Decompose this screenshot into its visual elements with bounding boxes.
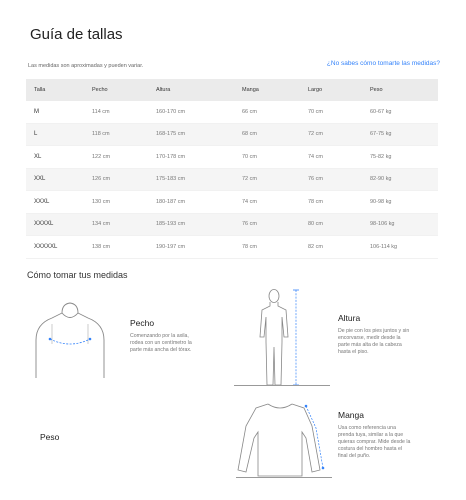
- table-cell: M: [26, 101, 84, 123]
- measure-help-link[interactable]: ¿No sabes cómo tomarte las medidas?: [326, 60, 440, 67]
- table-cell: 74 cm: [300, 146, 362, 169]
- table-cell: XL: [26, 146, 84, 169]
- how-to-measure-title: Cómo tomar tus medidas: [27, 270, 128, 280]
- table-row: [26, 191, 438, 214]
- table-row: [26, 236, 438, 259]
- chest-line: Comenzando por la axila,: [130, 333, 189, 339]
- sleeve-line: quieras comprar. Mide desde la: [338, 439, 411, 445]
- height-description: [338, 328, 448, 356]
- table-cell: 175-183 cm: [148, 168, 234, 191]
- figure-divider: [236, 477, 332, 478]
- sleeve-line: final del puño.: [338, 453, 371, 459]
- chest-measure-illustration: [22, 300, 118, 378]
- table-cell: 76 cm: [234, 213, 300, 236]
- weight-title: Peso: [40, 432, 60, 442]
- sleeve-line: prenda tuya, similar a la que: [338, 432, 404, 438]
- table-cell: 122 cm: [84, 146, 148, 169]
- table-cell: 114 cm: [84, 101, 148, 123]
- table-cell: 78 cm: [300, 191, 362, 214]
- sleeve-title: Manga: [338, 410, 364, 420]
- col-header: Manga: [234, 79, 300, 101]
- table-row: [26, 101, 438, 123]
- table-cell: 70 cm: [300, 101, 362, 123]
- table-cell: 185-193 cm: [148, 213, 234, 236]
- table-cell: XXXXL: [26, 213, 84, 236]
- table-cell: 70 cm: [234, 146, 300, 169]
- col-header: Peso: [362, 79, 438, 101]
- table-cell: 78 cm: [234, 236, 300, 259]
- table-cell: 168-175 cm: [148, 123, 234, 146]
- col-header: Pecho: [84, 79, 148, 101]
- table-cell: 72 cm: [234, 168, 300, 191]
- table-cell: 98-106 kg: [362, 213, 438, 236]
- table-cell: 82-90 kg: [362, 168, 438, 191]
- table-row: [26, 213, 438, 236]
- sleeve-line: Usa como referencia una: [338, 425, 396, 431]
- table-cell: 68 cm: [234, 123, 300, 146]
- chest-title: Pecho: [130, 318, 155, 328]
- chest-line: parte más ancha del tórax.: [130, 347, 192, 353]
- table-cell: 76 cm: [300, 168, 362, 191]
- table-cell: L: [26, 123, 84, 146]
- table-cell: 134 cm: [84, 213, 148, 236]
- table-header-row: [26, 79, 438, 101]
- table-row: [26, 168, 438, 191]
- page-title: Guía de tallas: [30, 26, 123, 43]
- col-header: Largo: [300, 79, 362, 101]
- table-cell: XXXL: [26, 191, 84, 214]
- table-cell: 80 cm: [300, 213, 362, 236]
- chest-description: [130, 333, 240, 354]
- height-title: Altura: [338, 313, 361, 323]
- figure-divider: [234, 385, 330, 386]
- col-header: Altura: [148, 79, 234, 101]
- table-cell: 90-98 kg: [362, 191, 438, 214]
- table-cell: 75-82 kg: [362, 146, 438, 169]
- table-cell: 74 cm: [234, 191, 300, 214]
- height-line: De pie con los pies juntos y sin: [338, 328, 410, 334]
- table-row: [26, 146, 438, 169]
- table-cell: 126 cm: [84, 168, 148, 191]
- table-cell: 190-197 cm: [148, 236, 234, 259]
- table-cell: 82 cm: [300, 236, 362, 259]
- table-cell: 130 cm: [84, 191, 148, 214]
- sleeve-description: [338, 425, 450, 460]
- height-line: parte más alta de la cabeza: [338, 342, 402, 348]
- height-measure-illustration: [256, 287, 306, 391]
- table-cell: 180-187 cm: [148, 191, 234, 214]
- table-cell: 67-75 kg: [362, 123, 438, 146]
- table-cell: 72 cm: [300, 123, 362, 146]
- table-cell: 170-178 cm: [148, 146, 234, 169]
- table-cell: 118 cm: [84, 123, 148, 146]
- col-header: Talla: [26, 79, 84, 101]
- sleeve-line: costura del hombro hasta el: [338, 446, 403, 452]
- height-line: hasta el piso.: [338, 349, 369, 355]
- size-table: [26, 79, 438, 259]
- table-cell: 138 cm: [84, 236, 148, 259]
- table-cell: 66 cm: [234, 101, 300, 123]
- table-cell: 106-114 kg: [362, 236, 438, 259]
- table-cell: XXL: [26, 168, 84, 191]
- height-line: encorvarse, medir desde la: [338, 335, 401, 341]
- table-row: [26, 123, 438, 146]
- disclaimer-note: Las medidas son aproximadas y pueden variar.: [28, 63, 144, 69]
- table-cell: 160-170 cm: [148, 101, 234, 123]
- sleeve-measure-illustration: [232, 398, 332, 478]
- chest-line: rodea con un centímetro la: [130, 340, 192, 346]
- table-cell: 60-67 kg: [362, 101, 438, 123]
- table-cell: XXXXXL: [26, 236, 84, 259]
